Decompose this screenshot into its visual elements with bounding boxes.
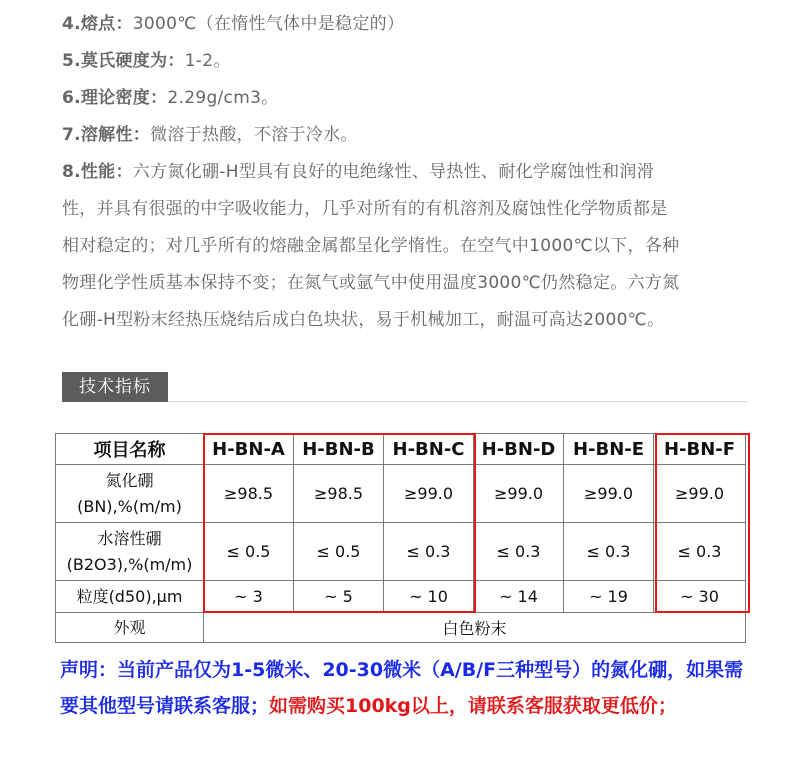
performance-line: 物理化学性质基本保持不变；在氮气或氩气中使用温度3000℃仍然稳定。六方氮 — [62, 273, 680, 293]
row-label-line: 氮化硼 — [105, 470, 154, 490]
spec-table — [55, 433, 746, 643]
property-melting-point — [62, 6, 762, 43]
table-cell: ≤ 0.3 — [654, 523, 746, 581]
notice-blue-text: 声明：当前产品仅为1-5微米、20-30微米（A/B/F三种型号）的氮化硼，如果需要其他型号请联系客服； — [60, 659, 744, 717]
row-label-line: (B2O3),%(m/m) — [66, 554, 193, 574]
performance-line: 相对稳定的；对几乎所有的熔融金属都呈化学惰性。在空气中1000℃以下，各种 — [62, 236, 680, 256]
property-value: 3000℃（在惰性气体中是稳定的） — [132, 14, 405, 34]
table-header: H-BN-B — [294, 434, 384, 465]
row-label-line: (BN),%(m/m) — [77, 496, 182, 516]
table-cell: ≤ 0.3 — [474, 523, 564, 581]
table-cell: ≤ 0.5 — [294, 523, 384, 581]
property-key: 8.性能： — [62, 162, 133, 182]
section-divider — [168, 401, 748, 402]
table-cell: ≤ 0.3 — [384, 523, 474, 581]
row-label — [56, 523, 204, 581]
table-header: H-BN-A — [204, 434, 294, 465]
performance-line: 性，并具有很强的中字吸收能力，几乎对所有的有机溶剂及腐蚀性化学物质都是 — [62, 199, 668, 219]
property-value: 2.29g/cm3。 — [167, 88, 279, 108]
table-cell: ~ 19 — [564, 581, 654, 613]
table-cell: ≥98.5 — [204, 465, 294, 523]
property-key: 4.熔点： — [62, 14, 133, 34]
table-cell: ≥99.0 — [474, 465, 564, 523]
table-row — [56, 465, 746, 523]
table-row — [56, 581, 746, 613]
appearance-value: 白色粉末 — [204, 613, 746, 643]
table-cell: ≥99.0 — [654, 465, 746, 523]
property-key: 6.理论密度： — [62, 88, 168, 108]
table-header-row — [56, 434, 746, 465]
table-header: H-BN-F — [654, 434, 746, 465]
table-cell: ~ 3 — [204, 581, 294, 613]
section-tag: 技术指标 — [62, 372, 168, 402]
table-row — [56, 613, 746, 643]
row-label: 粒度(d50),μm — [56, 581, 204, 613]
row-label-line: 水溶性硼 — [97, 528, 162, 548]
performance-line: 化硼-H型粉末经热压烧结后成白色块状，易于机械加工，耐温可高达2000℃。 — [62, 310, 665, 330]
property-hardness — [62, 43, 762, 80]
property-performance — [62, 154, 762, 339]
table-header: H-BN-E — [564, 434, 654, 465]
table-cell: ≥99.0 — [384, 465, 474, 523]
table-cell: ≥98.5 — [294, 465, 384, 523]
table-cell: ≤ 0.5 — [204, 523, 294, 581]
property-value: 微溶于热酸，不溶于冷水。 — [150, 125, 358, 145]
table-cell: ~ 5 — [294, 581, 384, 613]
table-header: H-BN-D — [474, 434, 564, 465]
notice — [60, 652, 760, 724]
notice-red-text: 如需购买100kg以上，请联系客服获取更低价； — [269, 695, 677, 717]
table-cell: ≥99.0 — [564, 465, 654, 523]
row-label: 外观 — [56, 613, 204, 643]
property-density — [62, 80, 762, 117]
table-cell: ~ 10 — [384, 581, 474, 613]
property-value: 1-2。 — [184, 51, 231, 71]
performance-line — [62, 154, 762, 191]
table-cell: ~ 30 — [654, 581, 746, 613]
property-key: 5.莫氏硬度为： — [62, 51, 185, 71]
table-cell: ≤ 0.3 — [564, 523, 654, 581]
table-row — [56, 523, 746, 581]
properties-list — [62, 6, 762, 339]
property-solubility — [62, 117, 762, 154]
performance-text: 六方氮化硼-H型具有良好的电绝缘性、导热性、耐化学腐蚀性和润滑 — [132, 162, 655, 182]
table-header: 项目名称 — [56, 434, 204, 465]
row-label — [56, 465, 204, 523]
property-key: 7.溶解性： — [62, 125, 151, 145]
table-header: H-BN-C — [384, 434, 474, 465]
table-cell: ~ 14 — [474, 581, 564, 613]
